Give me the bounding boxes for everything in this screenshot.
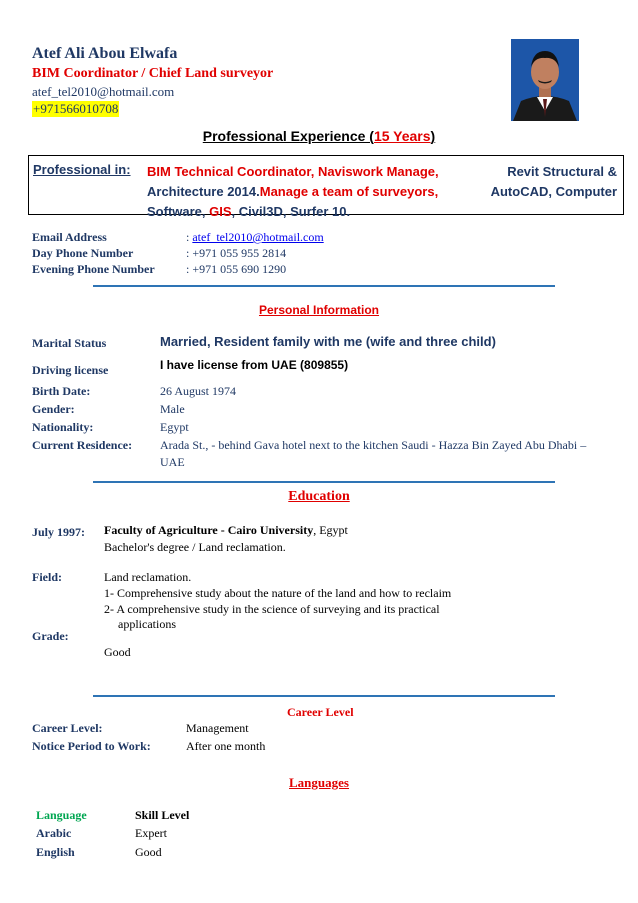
education-degree: Bachelor's degree / Land reclamation.	[104, 540, 286, 554]
skills-3d: Civil3D, Surfer 10.	[238, 204, 351, 219]
marital-value: Married, Resident family with me (wife and three child)	[160, 334, 496, 349]
skills-3a: Software,	[147, 204, 206, 219]
divider-1	[93, 285, 555, 287]
notice-value: After one month	[186, 739, 266, 753]
divider-2	[93, 481, 555, 483]
driving-value: I have license from UAE (809855)	[160, 358, 349, 372]
skills-3c: ,	[231, 204, 236, 219]
day-phone-value: : +971 055 955 2814	[186, 246, 287, 260]
language-col-header: Language	[36, 808, 87, 822]
field-point-2: 2- A comprehensive study in the science of surveying and its practical	[104, 602, 440, 616]
language-level: Expert	[135, 826, 167, 840]
field-point-1: 1- Comprehensive study about the nature of the land and how to reclaim	[104, 586, 452, 600]
education-date: July 1997:	[32, 525, 86, 539]
experience-heading	[0, 128, 638, 144]
professional-label: Professional in:	[33, 162, 131, 177]
professional-skills	[147, 162, 617, 222]
personal-heading: Personal Information	[258, 303, 380, 317]
skill-col-header: Skill Level	[135, 808, 190, 822]
skills-1b: Revit Structural &	[507, 164, 617, 179]
email-link[interactable]: atef_tel2010@hotmail.com	[192, 230, 324, 244]
skills-line-2	[147, 182, 617, 202]
profile-photo	[511, 39, 579, 121]
field-value: Land reclamation.	[104, 570, 192, 584]
email-label: Email Address	[32, 230, 107, 244]
skills-2c: AutoCAD,	[490, 184, 552, 199]
marital-label: Marital Status	[32, 336, 107, 350]
skills-3b: GIS	[209, 204, 232, 219]
header-email[interactable]: atef_tel2010@hotmail.com	[32, 84, 175, 99]
experience-years: 15 Years	[373, 128, 431, 144]
candidate-name: Atef Ali Abou Elwafa	[32, 45, 178, 62]
email-value[interactable]	[186, 230, 324, 245]
school-country: , Egypt	[313, 523, 348, 537]
birth-label: Birth Date:	[32, 384, 91, 398]
skills-2a: Architecture 2014.	[147, 184, 260, 199]
residence-line-2: UAE	[160, 455, 185, 469]
skills-1a: BIM Technical Coordinator, Naviswork Manage,	[147, 164, 439, 179]
job-title: BIM Coordinator / Chief Land surveyor	[32, 66, 274, 81]
language-name: English	[36, 845, 75, 859]
evening-phone-label: Evening Phone Number	[32, 262, 155, 276]
field-label: Field:	[32, 570, 62, 584]
gender-value: Male	[160, 402, 185, 416]
email-colon: :	[186, 230, 193, 244]
header-phone[interactable]: +971566010708	[33, 101, 119, 116]
education-school	[104, 523, 348, 538]
skills-line-3	[147, 202, 617, 222]
experience-heading-close: )	[430, 128, 436, 144]
grade-value: Good	[104, 645, 131, 659]
nationality-label: Nationality:	[32, 420, 94, 434]
skills-2b: Manage a team of surveyors,	[259, 184, 439, 199]
career-level-label: Career Level:	[32, 721, 103, 735]
language-level: Good	[135, 845, 162, 859]
portrait-icon	[511, 39, 579, 121]
experience-heading-text: Professional Experience (	[202, 128, 374, 144]
notice-label: Notice Period to Work:	[32, 739, 151, 753]
grade-label: Grade:	[32, 629, 69, 643]
nationality-value: Egypt	[160, 420, 189, 434]
gender-label: Gender:	[32, 402, 75, 416]
education-heading: Education	[288, 489, 350, 504]
field-point-2b: applications	[118, 617, 176, 631]
day-phone-label: Day Phone Number	[32, 246, 134, 260]
skills-line-1	[147, 162, 617, 182]
languages-heading: Languages	[289, 775, 349, 790]
residence-line-1: Arada St., - behind Gava hotel next to the kitchen Saudi - Hazza Bin Zayed Abu Dhabi –	[160, 438, 587, 452]
birth-value: 26 August 1974	[160, 384, 237, 398]
residence-label: Current Residence:	[32, 438, 133, 452]
divider-3	[93, 695, 555, 697]
language-name: Arabic	[36, 826, 72, 840]
school-name: Faculty of Agriculture - Cairo University	[104, 523, 314, 537]
skills-2d: Computer	[555, 184, 617, 199]
evening-phone-value: : +971 055 690 1290	[186, 262, 287, 276]
career-heading: Career Level	[287, 705, 354, 719]
career-level-value: Management	[186, 721, 249, 735]
driving-label: Driving license	[32, 363, 109, 377]
